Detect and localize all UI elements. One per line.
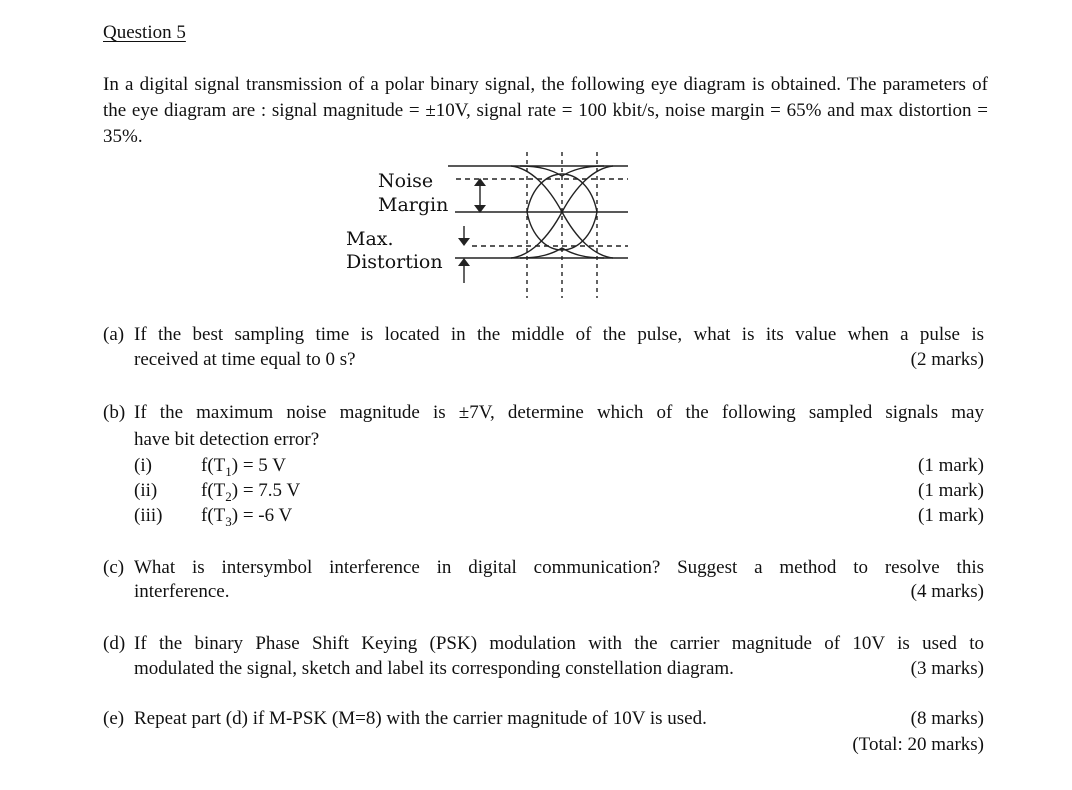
- part-b-item-num: (ii): [134, 480, 158, 501]
- part-a-line1: If the best sampling time is located in the middle of the pulse, what is its value when a pulse is: [134, 324, 984, 345]
- max-label: Max.: [346, 228, 394, 250]
- part-d-line2: modulated the signal, sketch and label its corresponding constellation diagram.: [134, 658, 734, 679]
- part-c-line2: interference.: [134, 581, 230, 602]
- noise-label: Noise: [378, 170, 434, 192]
- part-d-prefix: (d): [103, 633, 126, 654]
- part-c-line1: What is intersymbol interference in digital communication? Suggest a method to resolve this: [134, 557, 984, 578]
- part-c-marks: (4 marks): [910, 581, 984, 602]
- part-b-item-marks: (1 mark): [918, 505, 984, 526]
- question-intro: In a digital signal transmission of a polar binary signal, the following eye diagram is obtained. The parameters of the eye diagram are : signal magnitude = ±10V, signal rate = 100 kbit/s, noise margin = 65% and max distortion = 35%.: [103, 74, 988, 147]
- total-marks: (Total: 20 marks): [852, 734, 984, 755]
- margin-label: Margin: [378, 194, 449, 216]
- part-e-prefix: (e): [103, 708, 125, 729]
- part-d-marks: (3 marks): [910, 658, 984, 679]
- arrow-up-icon: [458, 258, 470, 266]
- part-e-line1: Repeat part (d) if M-PSK (M=8) with the carrier magnitude of 10V is used.: [134, 708, 707, 729]
- part-b-item-expression: $f(T_3) = -6$ V: [201, 505, 293, 529]
- question-heading: Question 5: [103, 22, 186, 43]
- part-b-item-expression: $f(T_1) = 5$ V: [201, 455, 286, 479]
- part-a-marks: (2 marks): [910, 349, 984, 370]
- arrow-down-icon: [458, 238, 470, 246]
- part-b-prefix: (b): [103, 402, 126, 423]
- part-b-line2: have bit detection error?: [134, 429, 320, 450]
- part-c-prefix: (c): [103, 557, 125, 578]
- part-e-marks: (8 marks): [910, 708, 984, 729]
- part-a-line2: received at time equal to 0 s?: [134, 349, 356, 370]
- part-b-item-num: (iii): [134, 505, 163, 526]
- part-b-line1: If the maximum noise magnitude is ±7V, determine which of the following sampled signals may: [134, 402, 984, 423]
- part-a-prefix: (a): [103, 324, 125, 345]
- part-b-item-num: (i): [134, 455, 152, 476]
- distortion-label: Distortion: [346, 251, 443, 273]
- part-b-item-expression: $f(T_2) = 7.5$ V: [201, 480, 301, 504]
- part-b-item-marks: (1 mark): [918, 455, 984, 476]
- part-d-line1: If the binary Phase Shift Keying (PSK) modulation with the carrier magnitude of 10V is used to: [134, 633, 984, 654]
- part-b-item-marks: (1 mark): [918, 480, 984, 501]
